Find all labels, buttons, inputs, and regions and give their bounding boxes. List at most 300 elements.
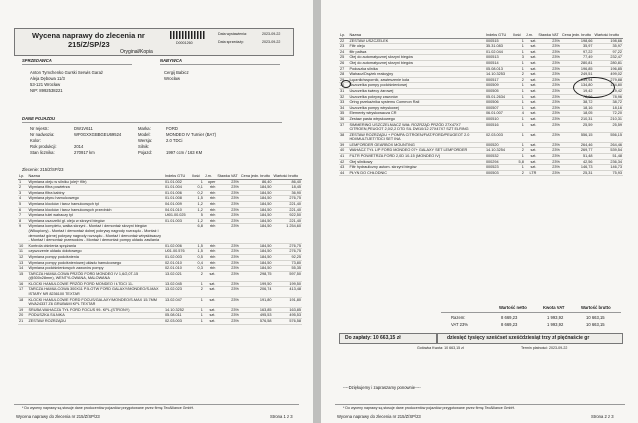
column-header-unit-price: Cena jedn. brutto — [561, 33, 594, 38]
table-row — [339, 132, 623, 142]
cell-vat: 23% — [216, 260, 239, 266]
cell-qty: 1 — [512, 122, 525, 132]
cell-unit-price: 77,49 — [561, 55, 594, 61]
buyer-address-line: Cergij Babicz — [164, 70, 189, 75]
cell-total: 413,48 — [273, 287, 302, 297]
cell-unit: szt. — [525, 55, 538, 61]
vehicle-field-value: 270917 km — [74, 150, 95, 155]
vat-rate-label: VAT 23% — [451, 322, 468, 327]
cell-vat: 23% — [537, 60, 560, 66]
cell-lp: 3 — [18, 190, 27, 196]
buyer-address-line: Wrocław — [164, 76, 180, 81]
cell-qty: 1 — [512, 44, 525, 50]
amount-due: Do zapłaty: 10 663,15 zł — [345, 335, 401, 341]
cell-lp: 31 — [339, 88, 348, 94]
cell-qty: 1 — [512, 132, 525, 142]
cell-vat: 23% — [216, 201, 239, 207]
cell-index: 000505 — [485, 88, 512, 94]
cell-lp: 39 — [339, 142, 348, 148]
cell-unit: rbh — [204, 185, 217, 191]
cell-index: 02.03.003 — [485, 132, 512, 142]
items-table-page-1 — [18, 174, 302, 325]
barcode — [170, 31, 206, 39]
cell-unit-price: 191,80 — [240, 297, 273, 307]
cell-unit: szt. — [525, 83, 538, 89]
cell-name: filtr paliwa — [348, 49, 485, 55]
order-number: 215/Z/SP/23 — [68, 40, 110, 49]
copy-label: Oryginał/Kopia — [120, 49, 153, 55]
cell-name: TARCZA HAMULCOWA PRZÓD FORD MONDEO IV 1,6/2,0T-15 (@300x28mm), WENTYLOWANA, MALOWANA — [27, 271, 164, 281]
cell-vat: 23% — [216, 213, 239, 219]
cell-name: ZESTAW ROZRZĄDU — [27, 319, 164, 325]
cell-unit-price: 184,50 — [240, 218, 273, 224]
cell-vat: 23% — [537, 77, 560, 83]
cell-total: 19,42 — [594, 88, 623, 94]
cell-vat: 23% — [216, 307, 239, 313]
cell-lp: 41 — [339, 154, 348, 160]
cell-index: 000503 — [485, 170, 512, 176]
cell-lp: 18 — [18, 297, 27, 307]
table-row — [18, 297, 302, 307]
vehicle-field-label: Nr nadwozia: — [30, 132, 55, 137]
cell-unit: szt. — [525, 105, 538, 111]
cell-index: 14.10.3253 — [485, 72, 512, 78]
cell-unit: rbh — [204, 190, 217, 196]
cell-unit-price: 269,77 — [561, 148, 594, 154]
cell-name: Uszczelka pompy podciśnieniowej — [348, 83, 485, 89]
footer-document-ref: Wycena naprawy do zlecenia nr 215/Z/SP/23 — [16, 414, 100, 419]
cell-vat: 23% — [216, 266, 239, 272]
cell-total: 221,40 — [273, 207, 302, 213]
table-row — [339, 122, 623, 132]
cell-lp: 10 — [18, 243, 27, 249]
cell-qty: 0,2 — [191, 190, 204, 196]
cell-unit: szt. — [204, 297, 217, 307]
cell-unit: szt. — [204, 287, 217, 297]
cell-vat: 23% — [537, 165, 560, 171]
cell-qty: 1 — [191, 297, 204, 307]
cell-lp: 16 — [18, 281, 27, 287]
cell-total: 78,96 — [594, 94, 623, 100]
cell-total: 280,81 — [594, 60, 623, 66]
column-header-unit: J.m. — [525, 33, 538, 38]
cell-index: 000513 — [485, 55, 512, 61]
cell-lp: 38 — [339, 132, 348, 142]
cell-qty: 1,2 — [191, 201, 204, 207]
cell-name: PODUSZKA SILNIKA — [27, 313, 164, 319]
cell-index: 02.01.010 — [164, 266, 191, 272]
cell-qty: 1 — [512, 105, 525, 111]
cell-total: 210,31 — [594, 116, 623, 122]
cell-lp: 17 — [18, 287, 27, 297]
summary-net-heading: Wartość netto — [499, 305, 527, 310]
cell-lp: 21 — [18, 319, 27, 325]
cell-total: 134,80 — [594, 83, 623, 89]
cell-index: 13.02.021 — [164, 271, 191, 281]
cell-index: 000515 — [485, 38, 512, 44]
cell-qty: 0,1 — [191, 185, 204, 191]
table-row — [18, 319, 302, 325]
cell-unit: szt. — [525, 132, 538, 142]
cell-unit: szt. — [525, 148, 538, 154]
cell-index: 35.31.083 — [485, 44, 512, 50]
cell-name: czyszczenie układu dolotowego — [27, 249, 164, 255]
cell-unit-price: 556,15 — [561, 132, 594, 142]
cell-qty: 1 — [512, 100, 525, 106]
cell-name: Olej silnikowy — [348, 159, 485, 165]
payment-due-date: Termin płatności: 2023-09-22 — [521, 346, 568, 350]
divider — [441, 312, 621, 313]
cell-unit: szt. — [525, 44, 538, 50]
cell-total: 38,72 — [594, 100, 623, 106]
cell-name: Uszczelka pompy wtryskowej — [348, 105, 485, 111]
cell-unit-price: 19,42 — [561, 88, 594, 94]
cell-unit-price: 206,74 — [240, 287, 273, 297]
divider — [22, 64, 132, 65]
total-vat: 1 993,92 — [547, 315, 564, 320]
cell-total: 276,75 — [273, 196, 302, 202]
cell-name: Wymiana pompy podciśnieniowej układu hamulcowego — [27, 260, 164, 266]
cell-unit: szt. — [525, 100, 538, 106]
cell-index: 000294 — [485, 159, 512, 165]
cell-vat: 23% — [216, 271, 239, 281]
cell-name: Wymiana pompy podciśnienia — [27, 254, 164, 260]
cell-unit-price: 184,50 — [240, 201, 273, 207]
cell-lp: 43 — [339, 165, 348, 171]
table-row — [18, 224, 302, 243]
cell-qty: 0,3 — [191, 266, 204, 272]
cell-qty: 1 — [512, 83, 525, 89]
cell-total: 539,54 — [594, 148, 623, 154]
cell-total: 97,22 — [594, 49, 623, 55]
cell-unit: oper — [204, 179, 217, 185]
cell-qty: 1,2 — [191, 218, 204, 224]
cell-unit: szt. — [525, 122, 538, 132]
vehicle-field-value: 1997 ccm / 163 KM — [166, 150, 203, 155]
total-net: 8 669,23 — [501, 315, 518, 320]
cell-qty: 1 — [512, 142, 525, 148]
cell-vat: 23% — [216, 249, 239, 255]
cell-vat: 23% — [537, 116, 560, 122]
cell-index: 13.02.045 — [164, 281, 191, 287]
cell-qty: 1 — [191, 179, 204, 185]
cell-unit: szt. — [525, 154, 538, 160]
cell-qty: 5,8 — [512, 159, 525, 165]
vehicle-field-label: Rok produkcji: — [30, 144, 57, 149]
column-header-name: Nazwa — [27, 174, 164, 179]
document-title: Wycena naprawy do zlecenia nr — [32, 31, 145, 40]
cell-qty: 1 — [191, 281, 204, 287]
cell-qty: 2 — [512, 170, 525, 176]
vehicle-field-label: Marka: — [138, 126, 151, 131]
page-number: Strona 2 z 3 — [591, 414, 614, 419]
cell-total: 75,93 — [594, 170, 623, 176]
cell-name: Olej do automatycznej skrzyni biegów — [348, 55, 485, 61]
cell-unit-price: 198,66 — [561, 38, 594, 44]
column-header-qty: Ilość — [512, 33, 525, 38]
buyer-heading: NABYWCA — [160, 58, 182, 63]
vehicle-field-label: Pojazd: — [138, 150, 152, 155]
payment-method: Gotówka Kwota: 10 663,15 zł — [417, 346, 464, 350]
cell-lp: 2 — [18, 185, 27, 191]
cell-name: KLOCKI HAMULCOWE PRZÓD FORD MONDEO I ŁTDCI 11- — [27, 281, 164, 287]
cell-vat: 23% — [537, 154, 560, 160]
cell-total: 163,85 — [273, 307, 302, 313]
cell-name: Wymiana klocków i tarcz hamulcowych tył — [27, 201, 164, 207]
handwritten-circle-mark — [573, 77, 615, 98]
cell-unit-price: 184,50 — [240, 260, 273, 266]
table-row — [18, 271, 302, 281]
seller-heading: SPRZEDAWCA — [22, 58, 52, 63]
cell-total: 499,02 — [594, 72, 623, 78]
cell-lp: 34 — [339, 105, 348, 111]
cell-qty: 2 — [191, 287, 204, 297]
cell-total: 279,88 — [594, 77, 623, 83]
cell-vat: 23% — [537, 111, 560, 117]
cell-unit-price: 264,46 — [561, 142, 594, 148]
cell-name: Uszczelka świecy żarowej — [348, 88, 485, 94]
cell-unit-price: 184,50 — [240, 266, 273, 272]
cell-unit: rbh — [204, 266, 217, 272]
cell-qty: 1 — [512, 38, 525, 44]
cell-unit-price: 25,59 — [561, 122, 594, 132]
cell-unit-price: 184,50 — [240, 254, 273, 260]
cell-unit-price: 42,56 — [561, 159, 594, 165]
cell-vat: 23% — [537, 88, 560, 94]
vehicle-field-value: DW1V611 — [74, 126, 93, 131]
vehicle-heading: DANE POJAZDU — [22, 116, 56, 121]
cell-unit: szt. — [525, 66, 538, 72]
cell-unit: szt. — [525, 77, 538, 83]
cell-unit: rbh — [204, 207, 217, 213]
cell-name: Olej do automatycznej skrzyni biegów — [348, 60, 485, 66]
cell-unit: szt. — [525, 111, 538, 117]
cell-name: Oring przekaźnika systemu Common Rail — [348, 100, 485, 106]
cell-unit-price: 210,31 — [561, 116, 594, 122]
cell-lp: 4 — [18, 196, 27, 202]
cell-name: WAHACZ TYŁ L/P FORD MONDEO 07+ GALAXY SET LEMFORDER — [348, 148, 485, 154]
cell-qty: 1 — [512, 94, 525, 100]
cell-vat: 23% — [537, 132, 560, 142]
cell-index: 14.10.3254 — [485, 148, 512, 154]
vat-amount: 1 993,92 — [547, 322, 564, 327]
cell-qty: 2 — [512, 72, 525, 78]
cell-unit-price: 184,50 — [240, 213, 273, 219]
vehicle-field-label: Model: — [138, 132, 151, 137]
footer-document-ref: Wycena naprawy do zlecenia nr 215/Z/SP/23 — [337, 414, 421, 419]
cell-unit-price: 97,22 — [561, 49, 594, 55]
seller-address-line: Aleja Dębowa 11/3 — [30, 76, 65, 81]
cell-name: Wymiana oleju w silniku (olej+ filtr) — [27, 179, 164, 185]
cell-lp: 28 — [339, 72, 348, 78]
cell-total: 264,46 — [594, 142, 623, 148]
column-header-lp: Lp. — [339, 33, 348, 38]
table-row — [339, 170, 623, 176]
vehicle-field-label: Nr rejestr.: — [30, 126, 50, 131]
cell-total: 1 254,60 — [273, 224, 302, 243]
cell-unit: szt. — [525, 142, 538, 148]
cell-index: 04.01.010 — [164, 207, 191, 213]
cell-unit: szt. — [525, 94, 538, 100]
amount-in-words: dziesięć tysięcy sześćset sześćdziesiąt trzy zł pięćnaście gr — [447, 335, 590, 341]
cell-total: 597,50 — [273, 271, 302, 281]
cell-qty: 2 — [191, 271, 204, 281]
cell-unit: rbh — [204, 213, 217, 219]
vehicle-field-value: WF0GXXGBBGEU69524 — [74, 132, 122, 137]
cell-name: Łącznik/wspornik, zawieszenie koła — [348, 77, 485, 83]
cell-vat: 23% — [216, 254, 239, 260]
cell-name: Poduszka silnika — [348, 66, 485, 72]
column-header-total: Wartość brutto — [273, 174, 302, 179]
cell-vat: 23% — [216, 218, 239, 224]
seller-address-line: 53-121 Wrocław — [30, 82, 61, 87]
vehicle-field-label: Kolor: — [30, 138, 41, 143]
invoice-page-2 — [321, 0, 638, 423]
vehicle-field-label: Stan licznika: — [30, 150, 55, 155]
cell-unit: szt. — [204, 313, 217, 319]
cell-lp: 33 — [339, 100, 348, 106]
cell-qty: 1,5 — [191, 196, 204, 202]
cell-total: 276,75 — [273, 249, 302, 255]
cell-index: 000509 — [485, 83, 512, 89]
cell-vat: 23% — [216, 287, 239, 297]
cell-qty: 1 — [191, 319, 204, 325]
cell-lp: 9 — [18, 224, 27, 243]
cell-vat: 23% — [537, 100, 560, 106]
cell-vat: 23% — [537, 105, 560, 111]
cell-qty: 1,5 — [191, 249, 204, 255]
cell-index: 01.01.004 — [164, 185, 191, 191]
cell-unit-price: 18,05 — [561, 111, 594, 117]
seller-address-line: Anton Tymchenko Gurski Serwis Garaż — [30, 70, 103, 75]
cell-index: 14.10.3252 — [164, 307, 191, 313]
cell-name: Wymiana tulei wahaczy tył — [27, 213, 164, 219]
cell-name: KLOCKI HAMULCOWE FORD FOCUS/GALAXY/MONDEO/S-MAX 15.7MM WVA24337 Z6 GRUBAMI KPL TEXTAR — [27, 297, 164, 307]
cell-lp: 12 — [18, 254, 27, 260]
cell-name: SIMMERING USZCZELNIACZ WAŁ ROZRZĄD PRZÓD 27X47X7 CITROEN,PEUGOT 2,0/2,2 DTD SIL DW10/12 27X47X7 SZT ELRING — [348, 122, 485, 132]
cell-total: 18,16 — [594, 105, 623, 111]
cell-lp: 5 — [18, 201, 27, 207]
cell-total: 221,40 — [273, 218, 302, 224]
cell-vat: 23% — [537, 44, 560, 50]
cell-unit: LTR — [525, 170, 538, 176]
cell-vat: 23% — [216, 185, 239, 191]
order-label: Zlecenie: 215/Z/SP/23 — [22, 167, 64, 172]
cell-lp: 24 — [339, 49, 348, 55]
cell-lp: 36 — [339, 116, 348, 122]
cell-total: 73,80 — [273, 260, 302, 266]
column-header-lp: Lp. — [18, 174, 27, 179]
vat-gross: 10 663,15 — [586, 322, 605, 327]
cell-unit-price: 184,50 — [240, 249, 273, 255]
column-header-total: Wartość brutto — [594, 33, 623, 38]
cell-qty: 0,4 — [191, 260, 204, 266]
cell-total: 495,53 — [273, 313, 302, 319]
cell-name: Wymiana filtra powietrza — [27, 185, 164, 191]
cell-vat: 23% — [537, 148, 560, 154]
cell-unit: rbh — [204, 196, 217, 202]
cell-index: 000520 — [485, 142, 512, 148]
cell-index: 02.01.010 — [164, 260, 191, 266]
cell-unit: rbh — [204, 218, 217, 224]
cell-unit-price: 51,48 — [561, 154, 594, 160]
date-service: 2023-09-22 — [262, 40, 281, 44]
cell-index: 02.03.003 — [164, 319, 191, 325]
cell-name: Wymiana uszczelki gł. oleju w skrzyni biegów — [27, 218, 164, 224]
cell-name: ZESTAW ROZRZĄDU + POMPA CITROEN/FIAT/FORD/PEUGEOT 2.0 HDI/MULTIJET/TDCI SET INA — [348, 132, 485, 142]
cell-index: Ut01.00.025 — [164, 213, 191, 219]
cell-unit: szt. — [525, 88, 538, 94]
cell-vat: 23% — [537, 66, 560, 72]
table-row — [18, 287, 302, 297]
cell-qty: 1 — [512, 165, 525, 171]
cell-lp: 7 — [18, 213, 27, 219]
cell-qty: 4 — [512, 111, 525, 117]
cell-unit-price: 139,94 — [561, 77, 594, 83]
cell-total: 576,58 — [273, 319, 302, 325]
cell-unit-price: 86,40 — [240, 179, 273, 185]
cell-unit-price: 184,50 — [240, 243, 273, 249]
cell-lp: 19 — [18, 307, 27, 313]
cell-name: Zestaw pasta wtryskowego — [348, 116, 485, 122]
cell-unit-price: 298,75 — [240, 271, 273, 281]
cell-unit-price: 199,50 — [240, 281, 273, 287]
column-header-unit: J.m. — [204, 174, 217, 179]
cell-unit-price: 163,85 — [240, 307, 273, 313]
cell-unit-price: 146,73 — [561, 165, 594, 171]
cell-lp: 8 — [18, 218, 27, 224]
cell-vat: 23% — [216, 179, 239, 185]
cell-qty: 5 — [191, 213, 204, 219]
cell-lp: 1 — [18, 179, 27, 185]
total-label: Razem: — [451, 315, 466, 320]
cell-total: 236,34 — [594, 159, 623, 165]
cell-total: 191,80 — [273, 297, 302, 307]
cell-total: 198,66 — [594, 38, 623, 44]
column-header-unit-price: Cena jedn. brutto — [240, 174, 273, 179]
cell-qty: 1,2 — [191, 207, 204, 213]
cell-name: LEMFORDER GEARBOX MOUNTING — [348, 142, 485, 148]
date-issued: 2023-09-22 — [262, 32, 281, 36]
cell-lp: 27 — [339, 66, 348, 72]
cell-vat: 23% — [216, 207, 239, 213]
cell-total: 196,85 — [594, 66, 623, 72]
cell-index: 01.02.044 — [485, 49, 512, 55]
cell-lp: 25 — [339, 55, 348, 61]
cell-index: 000510 — [485, 116, 512, 122]
cell-lp: 13 — [18, 260, 27, 266]
cell-vat: 23% — [537, 55, 560, 61]
cell-lp: 29 — [339, 77, 348, 83]
cell-vat: 23% — [537, 72, 560, 78]
cell-unit: szt. — [525, 60, 538, 66]
cell-vat: 23% — [216, 297, 239, 307]
cell-lp: 30 — [339, 83, 348, 89]
page-number: Strona 1 z 3 — [270, 414, 293, 419]
cell-index: U01.00.576 — [164, 249, 191, 255]
vehicle-field-value: FORD — [166, 126, 178, 131]
cell-name: SRUBA WAHACZA TYŁ FORD FOCUS 99- KPL-(STRONY) — [27, 307, 164, 313]
cell-unit: szt. — [204, 281, 217, 287]
cell-total: 276,75 — [273, 243, 302, 249]
cell-lp: 22 — [339, 38, 348, 44]
cell-total: 556,15 — [594, 132, 623, 142]
seller-address-line: NIP: 8992538221 — [30, 88, 63, 93]
cell-name: FILTR POWIETRZA FORD 2,0D 10-15 (MONDEO IV) — [348, 154, 485, 160]
cell-lp: 15 — [18, 271, 27, 281]
cell-vat: 23% — [216, 243, 239, 249]
cell-total: 232,47 — [594, 55, 623, 61]
